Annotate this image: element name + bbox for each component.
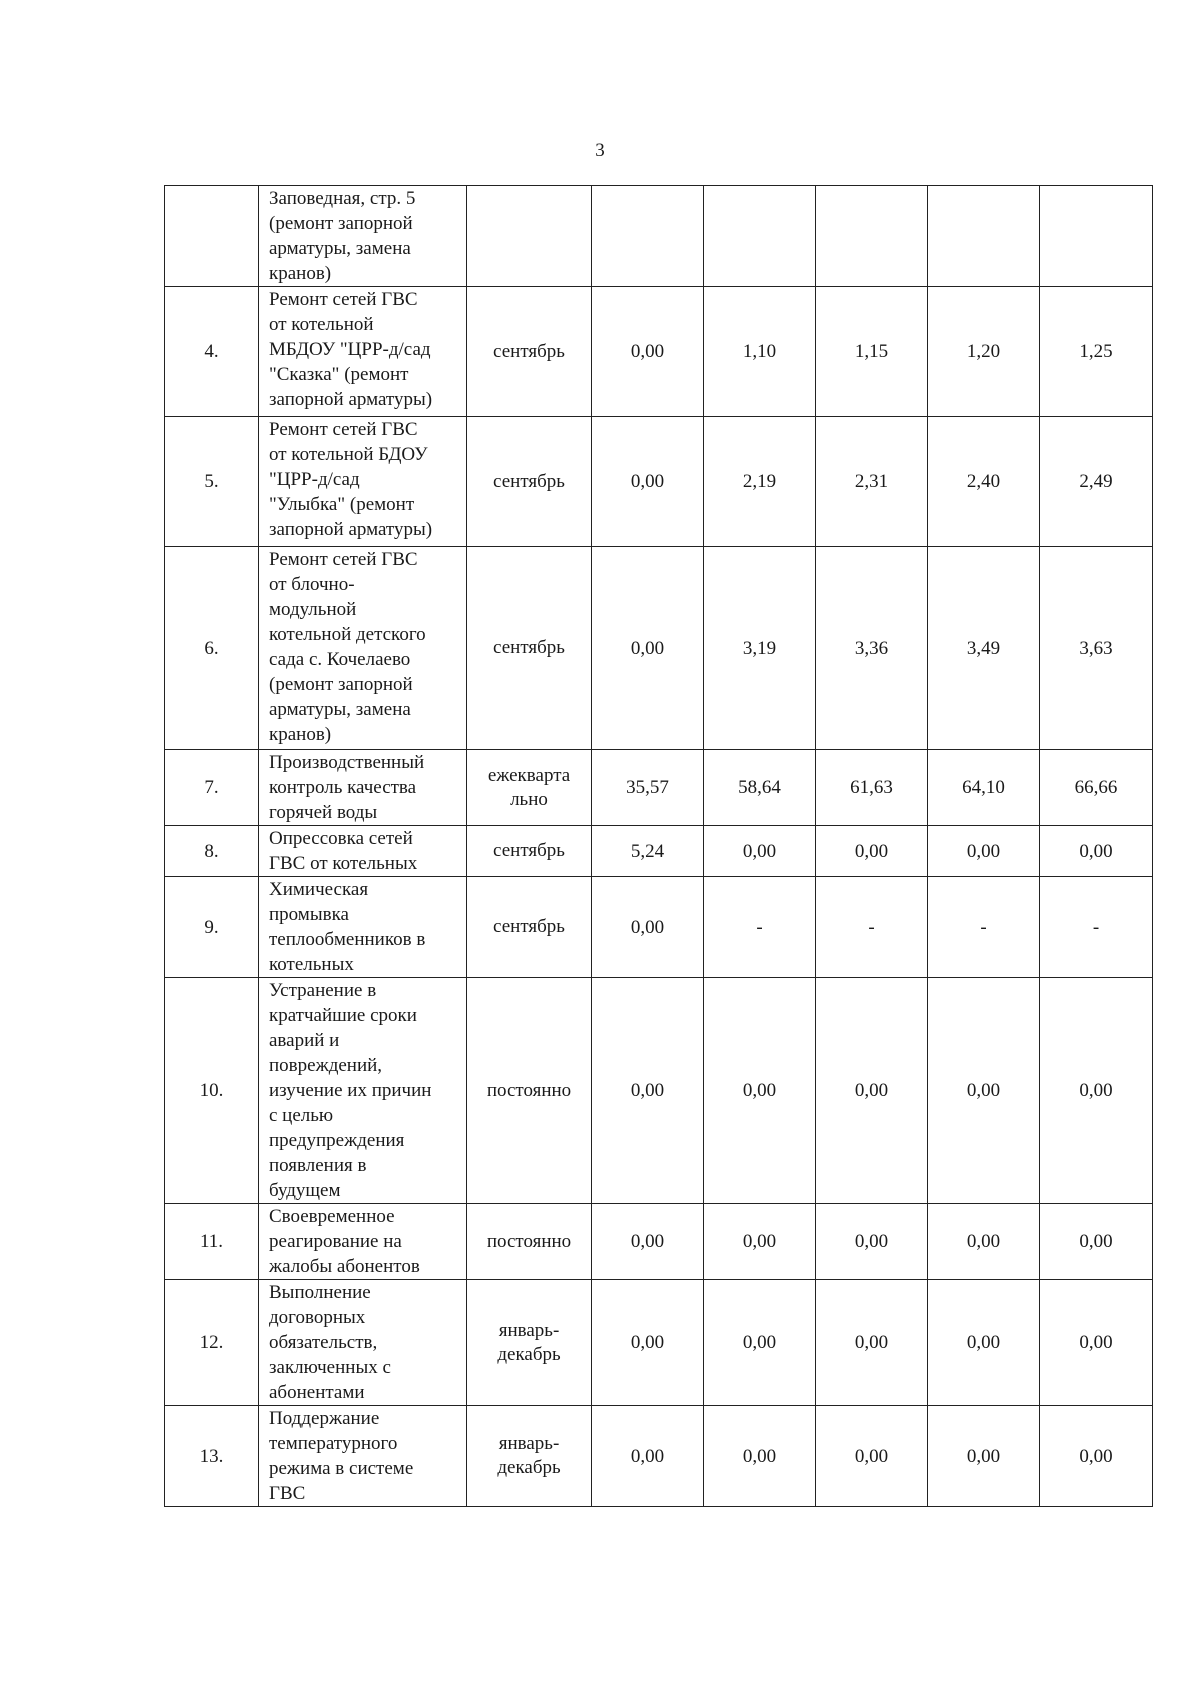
value-cell (928, 186, 1040, 287)
measure-description: Производственный контроль качества горячей воды (269, 752, 425, 823)
value-cell: 1,10 (704, 287, 816, 417)
period-cell (467, 1280, 592, 1406)
row-number: 12. (165, 1280, 259, 1406)
value-cell: - (704, 877, 816, 978)
row-number: 4. (165, 287, 259, 417)
value-cell: 1,20 (928, 287, 1040, 417)
value-cell: 3,19 (704, 547, 816, 750)
measure-description-cell (259, 1406, 467, 1507)
value-cell: 0,00 (592, 547, 704, 750)
value-cell: 2,49 (1040, 417, 1153, 547)
measure-description-cell (259, 978, 467, 1204)
table-row (165, 826, 1153, 877)
value-cell: 0,00 (816, 1280, 928, 1406)
period: ежекварта льно (487, 764, 571, 810)
row-number: 13. (165, 1406, 259, 1507)
value-cell: 0,00 (592, 877, 704, 978)
value-cell: 0,00 (592, 978, 704, 1204)
measure-description: Поддержание температурного режима в системе ГВС (269, 1408, 414, 1504)
table-row (165, 750, 1153, 826)
value-cell: 2,31 (816, 417, 928, 547)
measure-description-cell (259, 547, 467, 750)
period: сентябрь (493, 637, 565, 658)
period-cell (467, 1204, 592, 1280)
value-cell: 0,00 (928, 1406, 1040, 1507)
value-cell (1040, 186, 1153, 287)
value-cell: 0,00 (704, 1280, 816, 1406)
value-cell: 0,00 (1040, 826, 1153, 877)
table-body (165, 186, 1153, 1507)
value-cell: 5,24 (592, 826, 704, 877)
table-row (165, 186, 1153, 287)
value-cell: - (816, 877, 928, 978)
table-row (165, 287, 1153, 417)
value-cell: 0,00 (704, 978, 816, 1204)
value-cell: 0,00 (704, 1406, 816, 1507)
value-cell: 61,63 (816, 750, 928, 826)
period-cell (467, 877, 592, 978)
value-cell: 2,19 (704, 417, 816, 547)
measure-description: Ремонт сетей ГВС от котельной МБДОУ "ЦРР-д/сад "Сказка" (ремонт запорной арматуры) (269, 289, 433, 410)
period-cell (467, 978, 592, 1204)
value-cell: 35,57 (592, 750, 704, 826)
row-number: 6. (165, 547, 259, 750)
value-cell: 0,00 (816, 978, 928, 1204)
value-cell: 0,00 (1040, 978, 1153, 1204)
measure-description-cell (259, 1204, 467, 1280)
table-row (165, 1406, 1153, 1507)
value-cell: 0,00 (592, 1204, 704, 1280)
period-cell (467, 750, 592, 826)
measure-description: Устранение в кратчайшие сроки аварий и повреждений, изучение их причин с целью предупреждения появления в будущем (269, 980, 432, 1201)
value-cell: 3,49 (928, 547, 1040, 750)
value-cell: 0,00 (592, 1406, 704, 1507)
value-cell: 0,00 (1040, 1280, 1153, 1406)
value-cell: 0,00 (704, 826, 816, 877)
period: сентябрь (493, 840, 565, 861)
table-row (165, 1204, 1153, 1280)
period: постоянно (486, 1079, 572, 1101)
row-number: 9. (165, 877, 259, 978)
value-cell: 1,15 (816, 287, 928, 417)
value-cell: 2,40 (928, 417, 1040, 547)
period: январь- декабрь (497, 1319, 561, 1365)
measure-description: Выполнение договорных обязательств, заключенных с абонентами (269, 1282, 391, 1403)
table-row (165, 547, 1153, 750)
period-cell (467, 547, 592, 750)
value-cell: 0,00 (928, 1204, 1040, 1280)
measure-description-cell (259, 186, 467, 287)
value-cell: 0,00 (928, 1280, 1040, 1406)
measure-description: Ремонт сетей ГВС от котельной БДОУ "ЦРР-д/сад "Улыбка" (ремонт запорной арматуры) (269, 419, 433, 540)
page-number: 3 (595, 140, 605, 161)
value-cell: 0,00 (816, 826, 928, 877)
value-cell: 0,00 (592, 1280, 704, 1406)
period-cell (467, 1406, 592, 1507)
row-number: 7. (165, 750, 259, 826)
measure-description-cell (259, 417, 467, 547)
value-cell (592, 186, 704, 287)
period-cell (467, 186, 592, 287)
measure-description: Ремонт сетей ГВС от блочно- модульной котельной детского сада с. Кочелаево (ремонт запорной арматуры, замена кранов) (269, 549, 426, 745)
value-cell: 66,66 (1040, 750, 1153, 826)
period: январь- декабрь (497, 1433, 561, 1478)
measure-description-cell (259, 1280, 467, 1406)
measure-description-cell (259, 287, 467, 417)
value-cell (816, 186, 928, 287)
table-row (165, 877, 1153, 978)
period: сентябрь (493, 470, 565, 492)
value-cell: 0,00 (928, 826, 1040, 877)
value-cell: 1,25 (1040, 287, 1153, 417)
period: сентябрь (493, 916, 565, 937)
measure-description: Своевременное реагирование на жалобы абонентов (269, 1206, 420, 1277)
period: сентябрь (493, 340, 565, 362)
row-number: 5. (165, 417, 259, 547)
table-row (165, 978, 1153, 1204)
value-cell: 64,10 (928, 750, 1040, 826)
period-cell (467, 417, 592, 547)
period-cell (467, 826, 592, 877)
value-cell: 3,36 (816, 547, 928, 750)
value-cell: - (928, 877, 1040, 978)
value-cell: 0,00 (816, 1204, 928, 1280)
table-row (165, 417, 1153, 547)
measure-description-cell (259, 877, 467, 978)
value-cell: 58,64 (704, 750, 816, 826)
value-cell: 0,00 (592, 287, 704, 417)
table-row (165, 1280, 1153, 1406)
measures-table (164, 185, 1153, 1507)
row-number: 11. (165, 1204, 259, 1280)
row-number: 8. (165, 826, 259, 877)
period-cell (467, 287, 592, 417)
value-cell: 0,00 (928, 978, 1040, 1204)
value-cell: 0,00 (1040, 1406, 1153, 1507)
measure-description: Заповедная, стр. 5 (ремонт запорной арматуры, замена кранов) (269, 188, 416, 284)
row-number: 10. (165, 978, 259, 1204)
row-number (165, 186, 259, 287)
measure-description-cell (259, 750, 467, 826)
value-cell: 0,00 (592, 417, 704, 547)
value-cell (704, 186, 816, 287)
value-cell: 3,63 (1040, 547, 1153, 750)
period: постоянно (486, 1230, 572, 1252)
value-cell: - (1040, 877, 1153, 978)
value-cell: 0,00 (704, 1204, 816, 1280)
measure-description: Опрессовка сетей ГВС от котельных (269, 828, 418, 874)
measure-description-cell (259, 826, 467, 877)
measure-description: Химическая промывка теплообменников в котельных (269, 879, 426, 975)
value-cell: 0,00 (816, 1406, 928, 1507)
value-cell: 0,00 (1040, 1204, 1153, 1280)
